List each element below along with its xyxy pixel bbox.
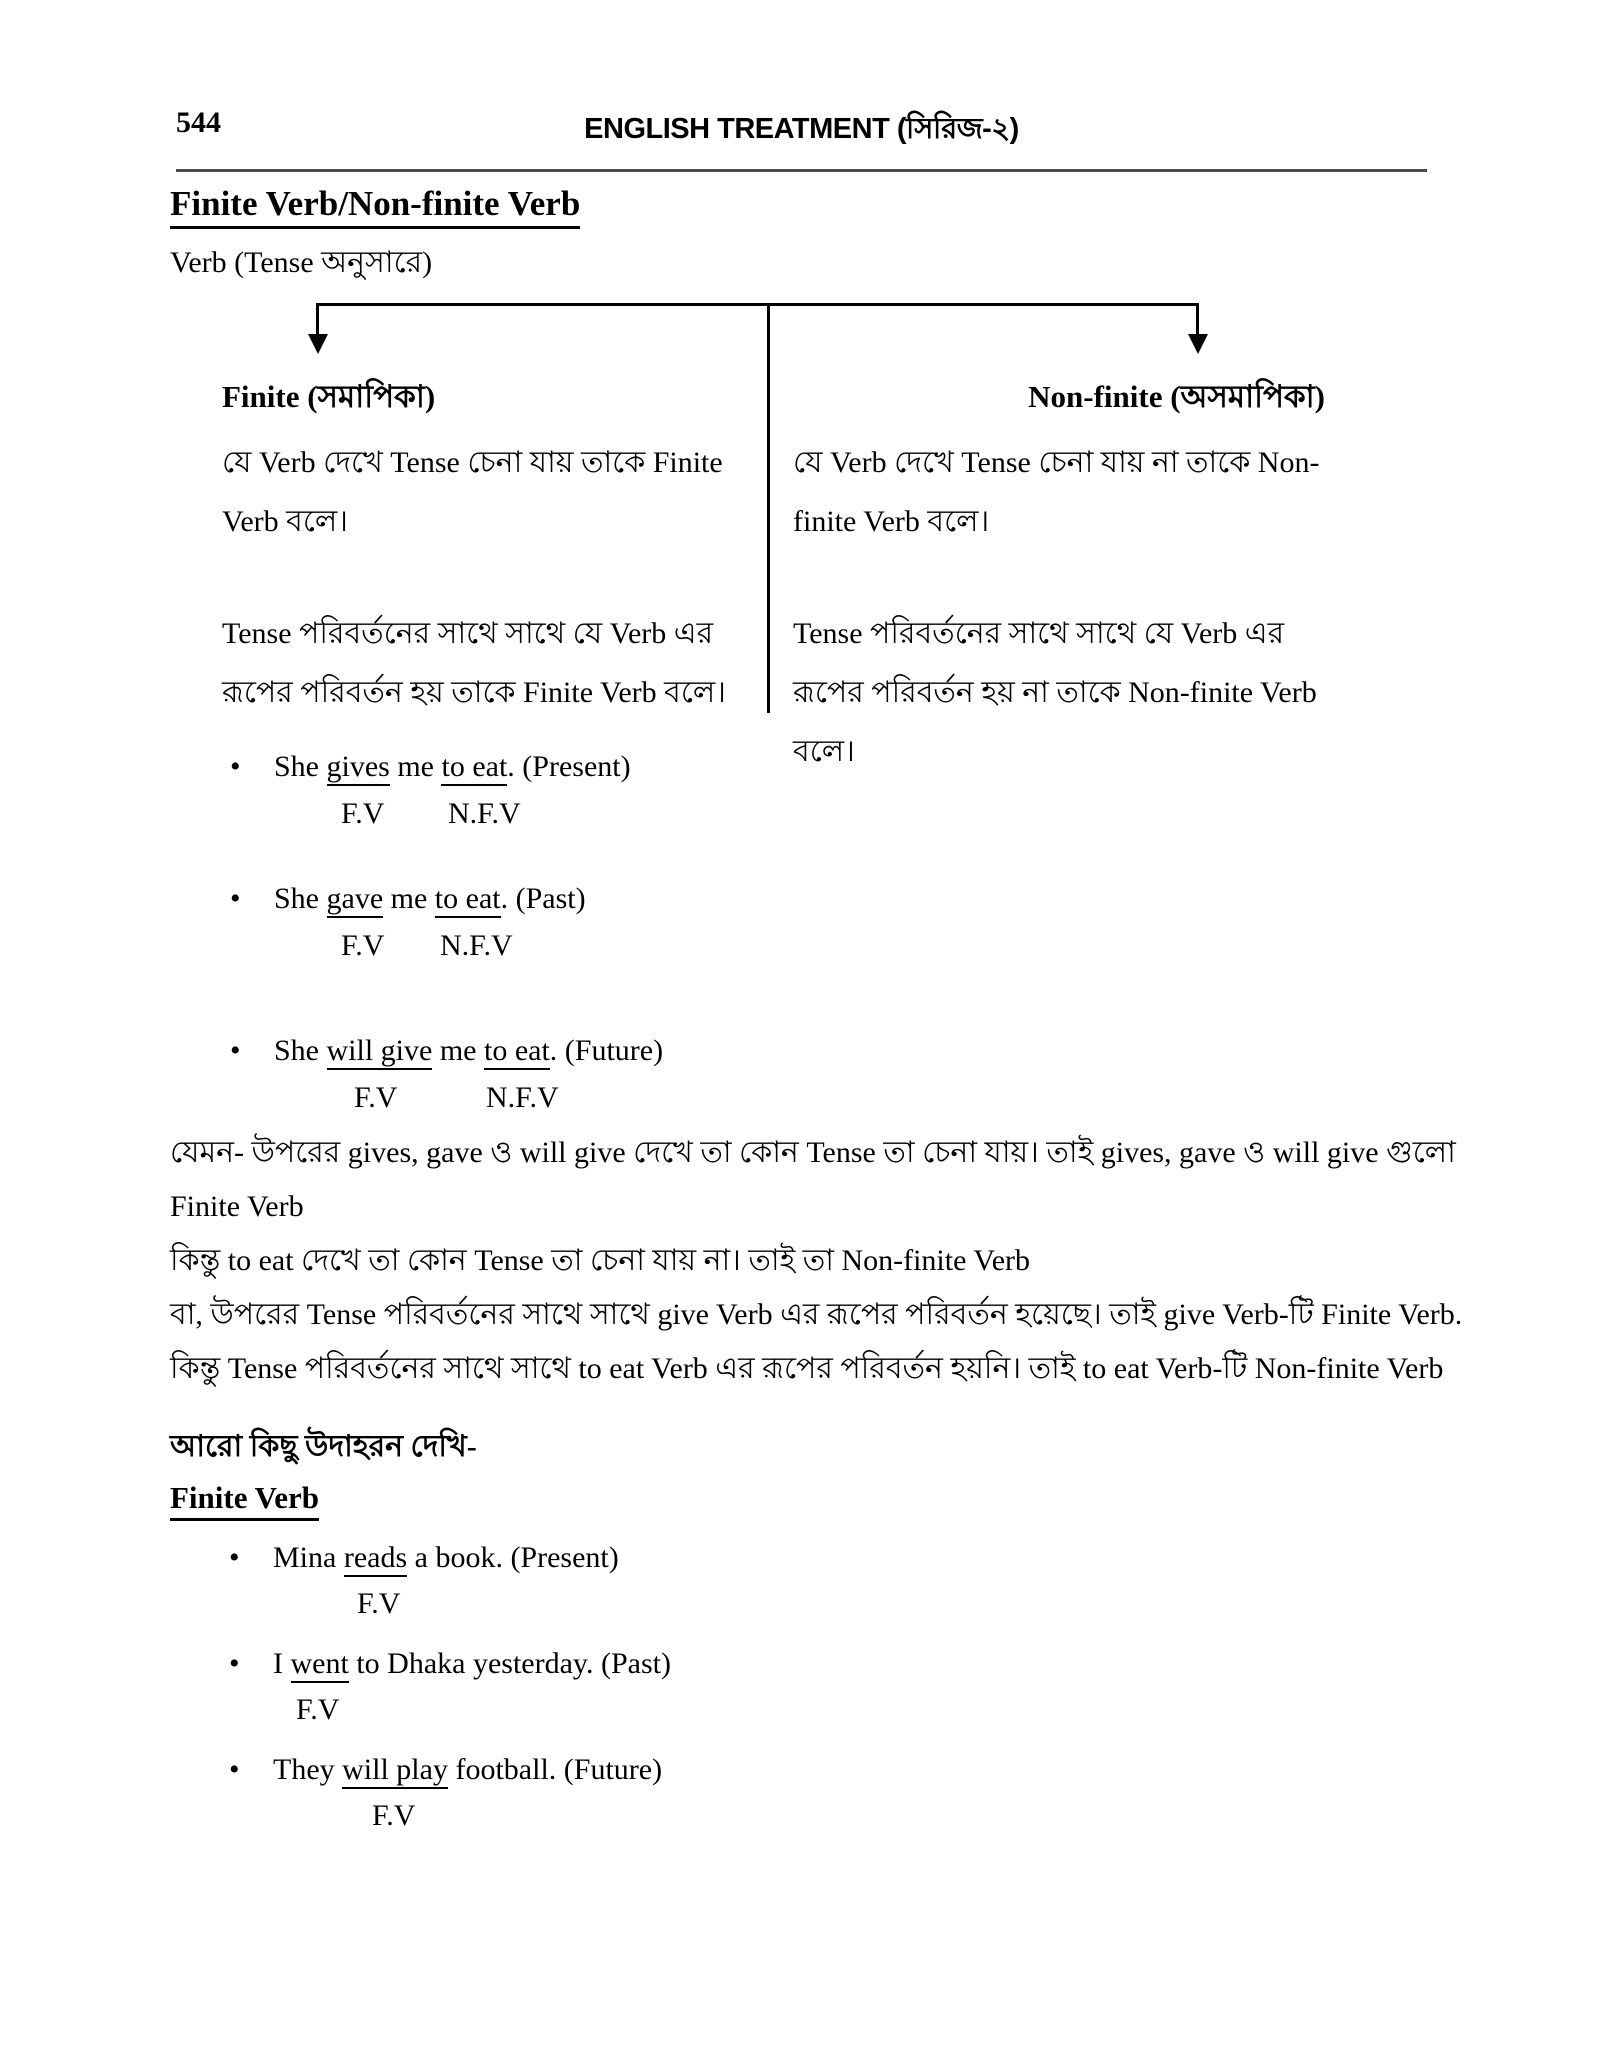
explanation-line: কিন্তু Tense পরিবর্তনের সাথে সাথে to eat Verb এর রূপের পরিবর্তন হয়নি। তাই to eat Verb-টি Non-finite Verb [170,1352,1444,1385]
list-item [170,1747,1070,1793]
arrow-down-icon [308,334,328,354]
sentence-text: football. (Future) [447,1753,663,1786]
fv-label: F.V [341,929,385,962]
sentence-text: She [274,1034,327,1067]
finite-verb-subheading: Finite Verb [170,1480,319,1521]
finite-heading: Finite (সমাপিকা) [222,379,436,414]
page-number: 544 [176,106,221,139]
example-sentence [230,750,990,784]
list-item [230,750,990,839]
sentence-text: They [273,1753,343,1786]
arrow-down-icon [1188,334,1208,354]
list-item [230,1034,990,1123]
non-finite-verb-word: to eat [435,882,501,918]
arrow-down-icon [316,303,319,337]
explanation-line: বা, উপরের Tense পরিবর্তনের সাথে সাথে give Verb এর রূপের পরিবর্তন হয়েছে। তাই give Verb-টি Finite Verb. [170,1298,1463,1331]
sentence-text: I [273,1647,291,1680]
bullet-icon: • [229,1647,240,1680]
sentence-text: She [274,750,327,783]
bullet-icon: • [230,882,241,915]
non-finite-definition-2: Tense পরিবর্তনের সাথে সাথে যে Verb এর রূপের পরিবর্তন হয় না তাকে Non-finite Verb বলে। [793,617,1317,768]
verb-labels [230,797,990,839]
nfv-label: N.F.V [440,929,513,962]
explanation-line: কিন্তু to eat দেখে তা কোন Tense তা চেনা যায় না। তাই তা Non-finite Verb [170,1244,1031,1277]
finite-verb-word: will give [327,1034,433,1070]
finite-verb-word: reads [344,1541,407,1577]
fv-label: F.V [372,1799,416,1832]
running-header-title: ENGLISH TREATMENT (সিরিজ-২) [584,113,1019,145]
finite-definition-1: যে Verb দেখে Tense চেনা যায় তাকে Finite Verb বলে। [222,446,723,538]
bullet-icon: • [229,1753,240,1786]
sentence-text: . (Future) [549,1034,664,1067]
non-finite-verb-word: to eat [441,750,507,786]
explanation-paragraph [170,1126,1470,1396]
bullet-icon: • [230,750,241,783]
sentence-text: a book. (Present) [407,1541,619,1574]
sentence-text: me [383,882,435,915]
column-divider-line [767,303,770,713]
sentence-text: me [432,1034,484,1067]
section-subtitle: Verb (Tense অনুসারে) [170,246,433,279]
verb-labels [230,1081,990,1123]
header-rule [176,169,1427,172]
sentence-text: . (Past) [500,882,586,915]
connector-line [317,303,1199,306]
finite-verb-word: went [291,1647,349,1683]
more-examples-intro: আরো কিছু উদাহরন দেখি- [170,1430,477,1463]
explanation-line: Finite Verb [170,1190,304,1223]
finite-verb-word: gave [327,882,384,918]
list-item [170,1641,1070,1687]
nfv-label: N.F.V [448,797,521,830]
bullet-icon: • [230,1034,241,1067]
nfv-label: N.F.V [486,1081,559,1114]
section-title: Finite Verb/Non-finite Verb [170,184,580,229]
verb-labels [230,929,990,971]
non-finite-column [793,374,1333,781]
non-finite-definition-1: যে Verb দেখে Tense চেনা যায় না তাকে Non-finite Verb বলে। [793,446,1320,538]
list-item [230,882,990,971]
explanation-line: যেমন- উপরের gives, gave ও will give দেখে তা কোন Tense তা চেনা যায়। তাই gives, gave ও will give গুলো [170,1136,1456,1169]
sentence-text: to Dhaka yesterday. (Past) [348,1647,671,1680]
fv-label: F.V [341,797,385,830]
finite-verb-word: gives [327,750,390,786]
finite-column [222,374,767,722]
fv-label: F.V [296,1693,340,1726]
non-finite-verb-word: to eat [484,1034,550,1070]
fv-label: F.V [354,1081,398,1114]
arrow-down-icon [1196,303,1199,337]
sentence-text: . (Present) [507,750,631,783]
sentence-text: me [389,750,442,783]
example-sentence [230,1034,990,1068]
sentence-text: She [274,882,327,915]
example-sentence [230,882,990,916]
finite-definition-2: Tense পরিবর্তনের সাথে সাথে যে Verb এর রূপের পরিবর্তন হয় তাকে Finite Verb বলে। [222,617,726,709]
non-finite-heading: Non-finite (অসমাপিকা) [1028,379,1325,414]
fv-label: F.V [357,1587,401,1620]
bullet-icon: • [229,1541,240,1574]
sentence-text: Mina [273,1541,344,1574]
more-examples-section [170,1424,1070,1839]
list-item [170,1535,1070,1581]
finite-verb-word: will play [342,1753,448,1789]
